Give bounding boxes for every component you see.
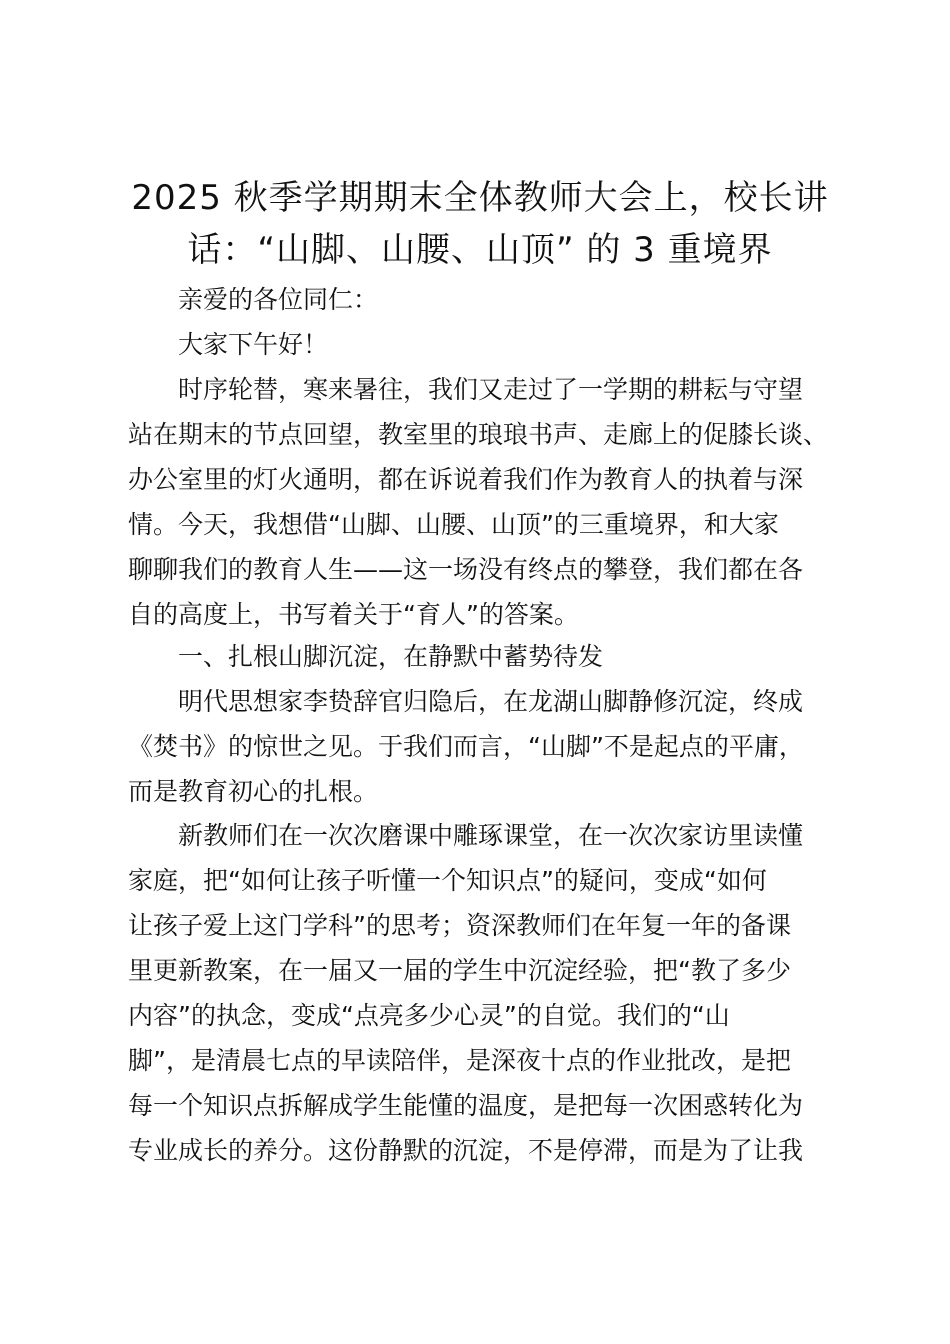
paragraph-line: 《焚书》的惊世之见。于我们而言，“山脚”不是起点的平庸， <box>128 732 804 761</box>
title-line-2: 话：“山脚、山腰、山顶” 的 3 重境界 <box>187 230 773 270</box>
intro-line: 情。今天，我想借“山脚、山腰、山顶”的三重境界，和大家 <box>128 510 779 539</box>
intro-line: 站在期末的节点回望，教室里的琅琅书声、走廊上的促膝长谈、 <box>128 420 829 449</box>
intro-line: 自的高度上，书写着关于“育人”的答案。 <box>128 600 579 629</box>
greeting: 亲爱的各位同仁： <box>178 285 379 314</box>
intro-line: 办公室里的灯火通明，都在诉说着我们作为教育人的执着与深 <box>128 465 804 494</box>
salutation: 大家下午好！ <box>178 330 329 359</box>
paragraph-line: 专业成长的养分。这份静默的沉淀，不是停滞，而是为了让我 <box>128 1136 804 1165</box>
intro-paragraph <box>128 367 868 637</box>
section-heading: 一、扎根山脚沉淀，在静默中蓄势待发 <box>178 642 604 671</box>
section-paragraph <box>128 813 868 1173</box>
paragraph-line: 新教师们在一次次磨课中雕琢课堂，在一次次家访里读懂 <box>178 821 804 850</box>
title-line-1: 2025 秋季学期期末全体教师大会上，校长讲 <box>131 178 829 218</box>
intro-line: 聊聊我们的教育人生——这一场没有终点的攀登，我们都在各 <box>128 555 804 584</box>
document-title <box>110 172 850 276</box>
paragraph-line: 脚”，是清晨七点的早读陪伴，是深夜十点的作业批改，是把 <box>128 1046 791 1075</box>
paragraph-line: 内容”的执念，变成“点亮多少心灵”的自觉。我们的“山 <box>128 1001 730 1030</box>
paragraph-line: 家庭，把“如何让孩子听懂一个知识点”的疑问，变成“如何 <box>128 866 767 895</box>
paragraph-line: 每一个知识点拆解成学生能懂的温度，是把每一次困惑转化为 <box>128 1091 804 1120</box>
paragraph-line: 明代思想家李贽辞官归隐后，在龙湖山脚静修沉淀，终成 <box>178 687 804 716</box>
section-paragraph <box>128 679 868 814</box>
paragraph-line: 而是教育初心的扎根。 <box>128 777 379 806</box>
intro-line: 时序轮替，寒来暑往，我们又走过了一学期的耕耘与守望 <box>178 375 804 404</box>
paragraph-line: 让孩子爱上这门学科”的思考；资深教师们在年复一年的备课 <box>128 911 791 940</box>
paragraph-line: 里更新教案，在一届又一届的学生中沉淀经验，把“教了多少 <box>128 956 791 985</box>
